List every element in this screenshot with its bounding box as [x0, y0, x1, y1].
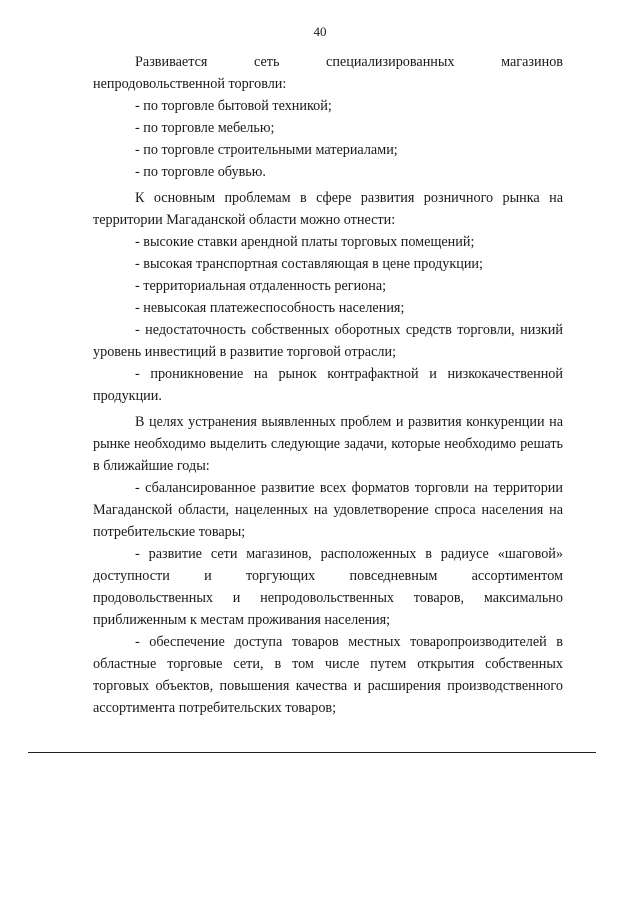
list-item: - высокая транспортная составляющая в цене продукции; [135, 256, 483, 272]
list-item: - по торговле строительными материалами; [135, 142, 398, 158]
list-item: - по торговле мебелью; [135, 120, 275, 136]
list-item: - развитие сети магазинов, расположенных в радиусе «шаговой» доступности и торгующих повседневным ассортиментом продовольственных и непродовольственных товаров, максимально приближенным к местам проживания населения; [93, 546, 563, 628]
list-item: - обеспечение доступа товаров местных товаропроизводителей в областные торговые сети, в том числе путем открытия собственных торговых объектов, повышения качества и расширения производственного ассортимента потребительских товаров; [93, 634, 563, 716]
paragraph-intro: Развивается сеть специализированных магазинов непродовольственной торговли: [93, 54, 563, 92]
list-item: - высокие ставки арендной платы торговых помещений; [135, 234, 475, 250]
list-item: - сбалансированное развитие всех форматов торговли на территории Магаданской области, нацеленных на удовлетворение спроса населения на потребительские товары; [93, 480, 563, 540]
paragraph-problems: К основным проблемам в сфере развития розничного рынка на территории Магаданской области можно отнести: [93, 190, 563, 228]
paragraph-tasks: В целях устранения выявленных проблем и развития конкуренции на рынке необходимо выделить следующие задачи, которые необходимо решать в ближайшие годы: [93, 414, 563, 474]
list-item: - по торговле бытовой техникой; [135, 98, 332, 114]
footer-divider [28, 752, 596, 753]
list-item: - недостаточность собственных оборотных средств торговли, низкий уровень инвестиций в развитие торговой отрасли; [93, 322, 563, 360]
list-item: - проникновение на рынок контрафактной и низкокачественной продукции. [93, 366, 563, 404]
list-item: - территориальная отдаленность региона; [135, 278, 387, 294]
list-item: - по торговле обувью. [135, 164, 266, 180]
list-item: - невысокая платежеспособность населения; [135, 300, 405, 316]
page-number: 40 [313, 24, 327, 39]
body-text [93, 51, 563, 719]
